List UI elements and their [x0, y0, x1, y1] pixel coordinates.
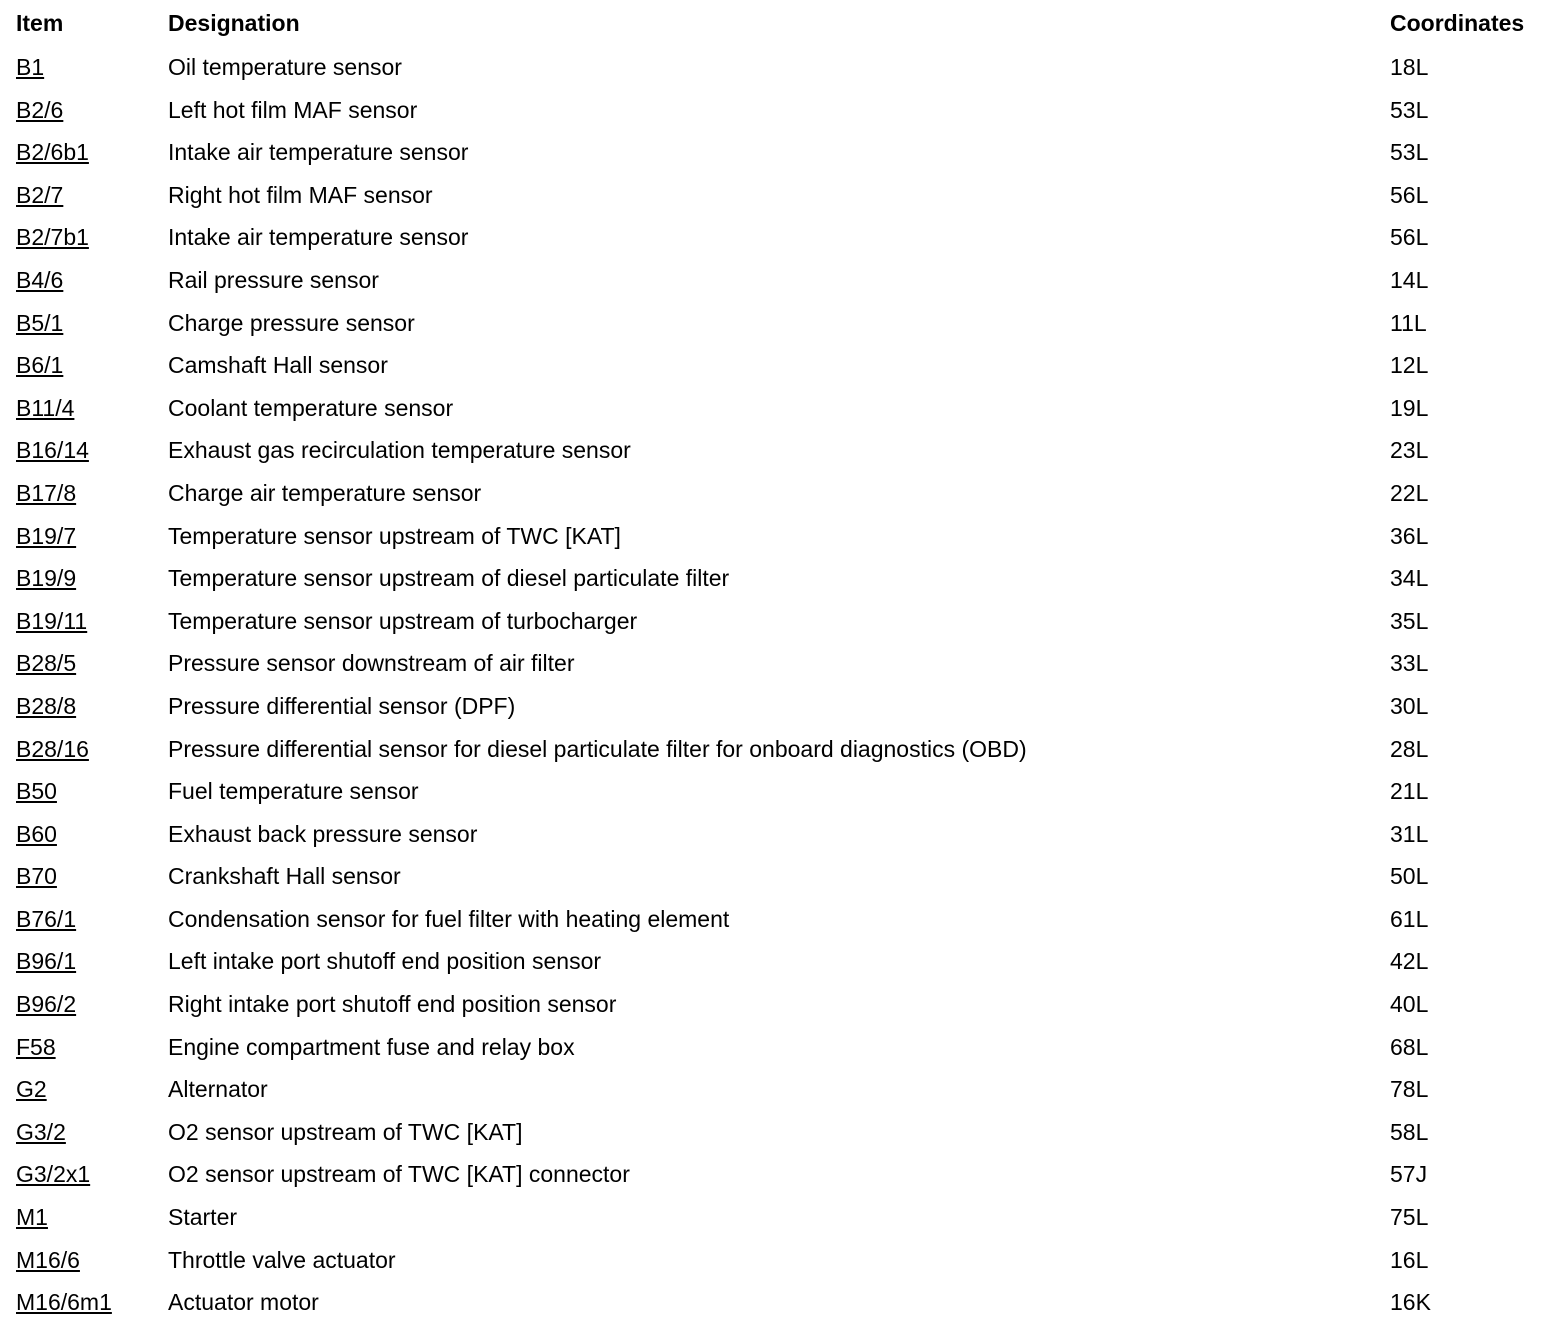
table-row [0, 385, 1568, 428]
coordinates-cell: 53L [1390, 96, 1429, 123]
item-cell [16, 437, 89, 463]
coordinates-cell: 19L [1390, 394, 1429, 421]
item-link[interactable]: B2/6 [16, 96, 64, 123]
table-row [0, 726, 1568, 769]
item-link[interactable]: B2/7b1 [16, 224, 89, 251]
item-link[interactable]: B28/5 [16, 650, 77, 677]
item-cell [16, 863, 57, 889]
item-link[interactable]: B76/1 [16, 905, 77, 932]
coordinates-cell: 36L [1390, 522, 1429, 549]
table-row [0, 811, 1568, 854]
designation-cell: Throttle valve actuator [168, 1246, 396, 1273]
table-row [0, 1066, 1568, 1109]
table-row [0, 470, 1568, 513]
table-row [0, 1109, 1568, 1152]
table-row [0, 300, 1568, 343]
item-cell [16, 310, 63, 336]
table-row [0, 853, 1568, 896]
designation-cell: Starter [168, 1204, 238, 1231]
item-cell [16, 1204, 48, 1230]
header-coordinates: Coordinates [1390, 10, 1525, 36]
item-cell [16, 608, 87, 634]
table-row [0, 768, 1568, 811]
item-link[interactable]: B11/4 [16, 394, 75, 421]
designation-cell: Charge pressure sensor [168, 309, 415, 336]
item-link[interactable]: B19/7 [16, 522, 77, 549]
item-link[interactable]: B96/1 [16, 948, 77, 975]
coordinates-cell: 40L [1390, 991, 1429, 1018]
coordinates-cell: 21L [1390, 778, 1429, 805]
item-link[interactable]: B70 [16, 863, 57, 890]
table-row [0, 44, 1568, 87]
designation-cell: Alternator [168, 1076, 268, 1103]
item-link[interactable]: B19/9 [16, 565, 77, 592]
table-row [0, 938, 1568, 981]
table-row [0, 214, 1568, 257]
designation-cell: Fuel temperature sensor [168, 778, 419, 805]
designation-cell: Camshaft Hall sensor [168, 352, 388, 379]
item-link[interactable]: B4/6 [16, 266, 64, 293]
table-body [0, 44, 1568, 1322]
designation-cell: Condensation sensor for fuel filter with heating element [168, 905, 730, 932]
item-link[interactable]: B2/7 [16, 181, 64, 208]
table-row [0, 981, 1568, 1024]
designation-cell: Temperature sensor upstream of TWC [KAT] [168, 522, 621, 549]
item-link[interactable]: B6/1 [16, 352, 64, 379]
designation-cell: Coolant temperature sensor [168, 394, 454, 421]
coordinates-cell: 56L [1390, 181, 1429, 208]
item-cell [16, 736, 89, 762]
coordinates-cell: 23L [1390, 437, 1429, 464]
table-row [0, 1237, 1568, 1280]
table-row [0, 598, 1568, 641]
designation-cell: Pressure differential sensor for diesel particulate filter for onboard diagnostics (OBD) [168, 735, 1027, 762]
designation-cell: Exhaust back pressure sensor [168, 820, 478, 847]
coordinates-cell: 68L [1390, 1033, 1429, 1060]
coordinates-cell: 50L [1390, 863, 1429, 890]
coordinates-cell: 33L [1390, 650, 1429, 677]
item-link[interactable]: B16/14 [16, 437, 89, 464]
table-row [0, 1024, 1568, 1067]
item-cell [16, 693, 76, 719]
table-row [0, 257, 1568, 300]
coordinates-cell: 16K [1390, 1289, 1431, 1316]
designation-cell: Exhaust gas recirculation temperature sensor [168, 437, 631, 464]
table-row [0, 129, 1568, 172]
designation-cell: Actuator motor [168, 1289, 319, 1316]
item-link[interactable]: B50 [16, 778, 57, 805]
item-link[interactable]: B19/11 [16, 607, 88, 634]
coordinates-cell: 18L [1390, 54, 1429, 80]
item-cell [16, 182, 63, 208]
item-cell [16, 1247, 80, 1273]
item-cell [16, 1161, 90, 1187]
coordinates-cell: 57J [1390, 1161, 1428, 1188]
table-row [0, 427, 1568, 470]
coordinates-cell: 14L [1390, 266, 1429, 293]
item-cell [16, 352, 63, 378]
designation-cell: Crankshaft Hall sensor [168, 863, 401, 890]
item-cell [16, 267, 63, 293]
item-cell [16, 948, 76, 974]
designation-cell: Intake air temperature sensor [168, 139, 469, 166]
designation-cell: Intake air temperature sensor [168, 224, 469, 251]
item-link[interactable]: G3/2x1 [16, 1161, 91, 1188]
designation-cell: Rail pressure sensor [168, 266, 379, 293]
item-link[interactable]: B28/16 [16, 735, 89, 762]
item-cell [16, 523, 76, 549]
table-row [0, 683, 1568, 726]
item-cell [16, 139, 89, 165]
designation-cell: Temperature sensor upstream of turbocharger [168, 607, 638, 634]
header-designation: Designation [168, 10, 300, 36]
coordinates-cell: 78L [1390, 1076, 1429, 1103]
coordinates-cell: 16L [1390, 1246, 1429, 1273]
item-cell [16, 1076, 47, 1102]
item-link[interactable]: M16/6 [16, 1246, 80, 1273]
coordinates-cell: 28L [1390, 735, 1429, 762]
item-link[interactable]: F58 [16, 1033, 56, 1060]
coordinates-cell: 30L [1390, 692, 1429, 719]
table-row [0, 87, 1568, 130]
table-row [0, 1279, 1568, 1322]
coordinates-cell: 42L [1390, 948, 1429, 975]
designation-cell: Temperature sensor upstream of diesel particulate filter [168, 565, 730, 592]
item-cell [16, 480, 76, 506]
item-link[interactable]: B28/8 [16, 692, 77, 719]
item-cell [16, 650, 76, 676]
table-row [0, 1194, 1568, 1237]
item-cell [16, 1034, 56, 1060]
coordinates-cell: 31L [1390, 820, 1429, 847]
coordinates-cell: 35L [1390, 607, 1429, 634]
table-row [0, 513, 1568, 556]
table-row [0, 896, 1568, 939]
item-cell [16, 906, 76, 932]
designation-cell: Left hot film MAF sensor [168, 96, 418, 123]
item-link[interactable]: B2/6b1 [16, 139, 89, 166]
coordinates-cell: 22L [1390, 479, 1429, 506]
item-cell [16, 97, 63, 123]
item-link[interactable]: M16/6m1 [16, 1289, 112, 1316]
table-header-row [0, 0, 1568, 44]
coordinates-cell: 12L [1390, 352, 1429, 379]
coordinates-cell: 75L [1390, 1204, 1429, 1231]
item-cell [16, 991, 76, 1017]
item-cell [16, 395, 74, 421]
designation-cell: Engine compartment fuse and relay box [168, 1033, 575, 1060]
designation-cell: Pressure differential sensor (DPF) [168, 692, 516, 719]
item-cell [16, 54, 44, 80]
item-link[interactable]: B17/8 [16, 479, 77, 506]
item-link[interactable]: B60 [16, 820, 57, 847]
coordinates-cell: 58L [1390, 1118, 1429, 1145]
item-link[interactable]: G2 [16, 1076, 47, 1103]
designation-cell: Oil temperature sensor [168, 54, 402, 80]
coordinates-cell: 56L [1390, 224, 1429, 251]
table-row [0, 555, 1568, 598]
header-item: Item [16, 10, 64, 36]
designation-cell: Charge air temperature sensor [168, 479, 482, 506]
coordinates-cell: 11L [1390, 309, 1427, 336]
coordinates-cell: 53L [1390, 139, 1429, 166]
table-row [0, 640, 1568, 683]
item-cell [16, 821, 57, 847]
item-link[interactable]: B1 [16, 54, 45, 80]
item-link[interactable]: B96/2 [16, 991, 77, 1018]
item-cell [16, 1119, 66, 1145]
item-link[interactable]: M1 [16, 1204, 48, 1231]
item-cell [16, 224, 89, 250]
designation-cell: Right hot film MAF sensor [168, 181, 433, 208]
table-row [0, 342, 1568, 385]
item-link[interactable]: G3/2 [16, 1118, 66, 1145]
designation-cell: O2 sensor upstream of TWC [KAT] connector [168, 1161, 630, 1188]
table-row [0, 172, 1568, 215]
item-cell [16, 1289, 112, 1315]
item-link[interactable]: B5/1 [16, 309, 64, 336]
table-row [0, 1151, 1568, 1194]
designation-cell: Pressure sensor downstream of air filter [168, 650, 575, 677]
coordinates-cell: 34L [1390, 565, 1429, 592]
designation-cell: Left intake port shutoff end position sensor [168, 948, 602, 975]
designation-cell: O2 sensor upstream of TWC [KAT] [168, 1118, 523, 1145]
coordinates-cell: 61L [1390, 905, 1429, 932]
designation-cell: Right intake port shutoff end position sensor [168, 991, 617, 1018]
item-cell [16, 565, 76, 591]
item-cell [16, 778, 57, 804]
